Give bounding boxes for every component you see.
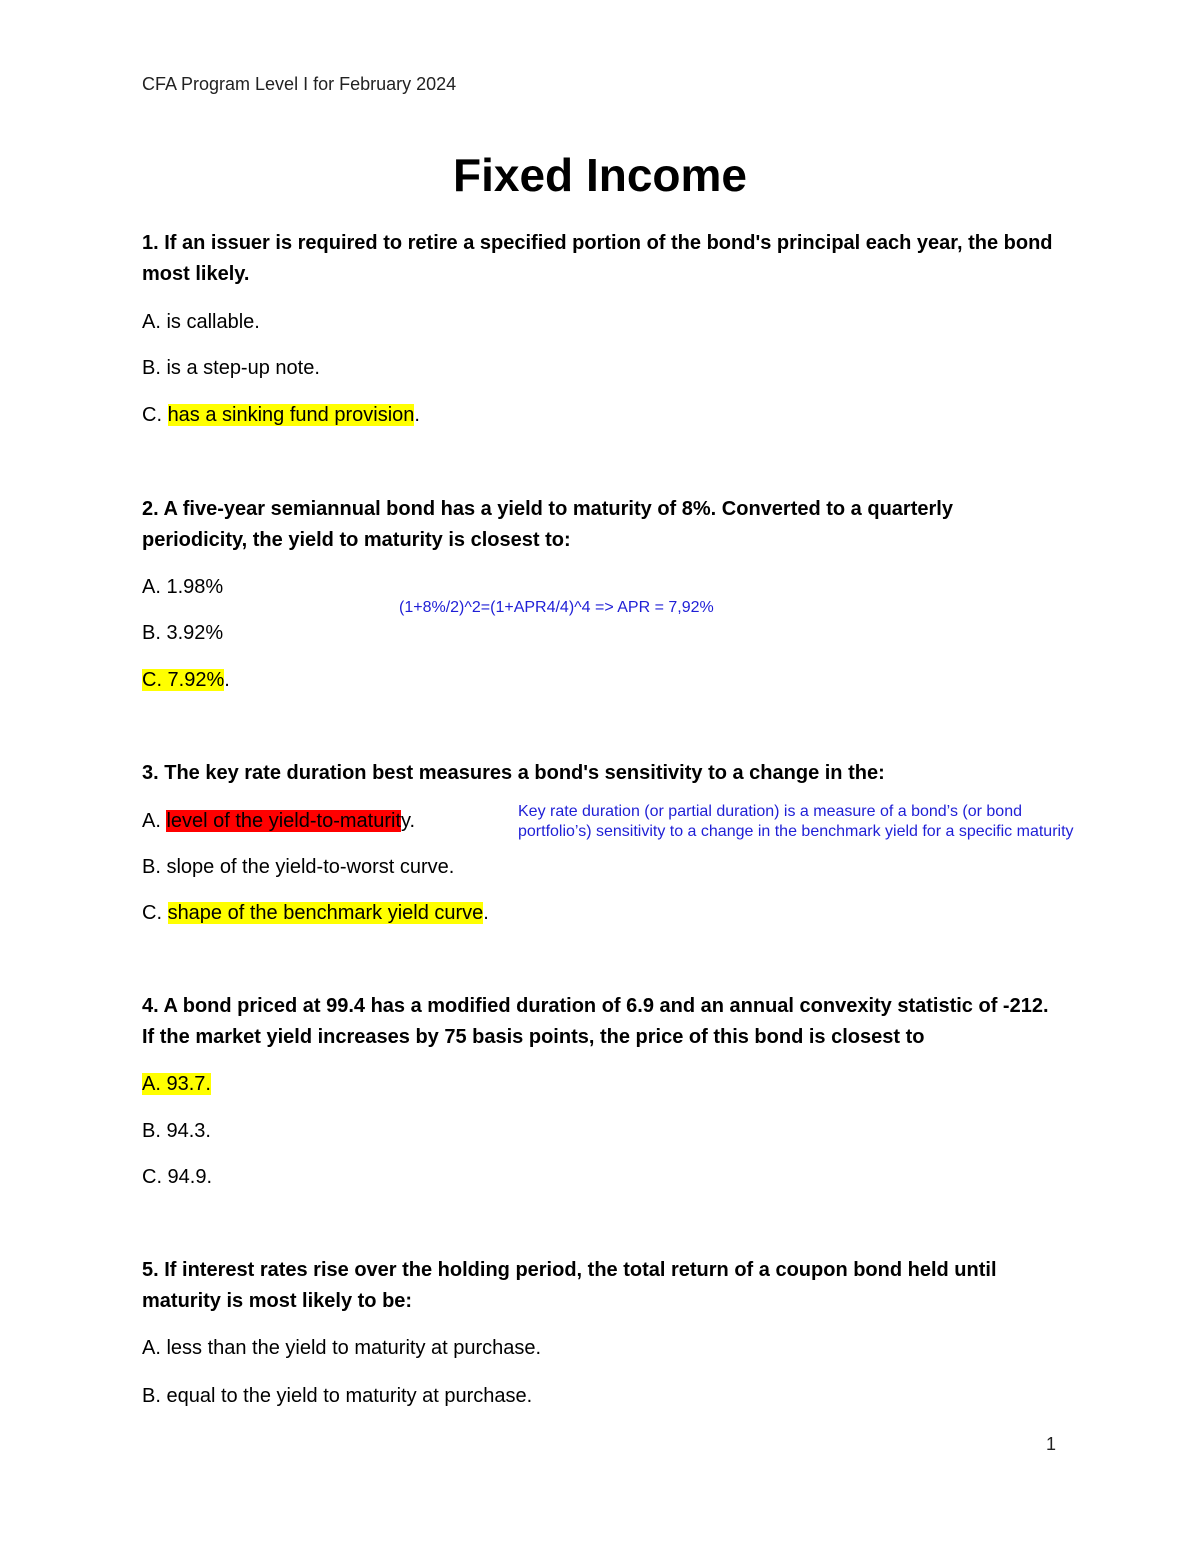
answer-highlight: A. 93.7. bbox=[142, 1073, 211, 1095]
question-1-prompt: 1. If an issuer is required to retire a specified portion of the bond's principal each year, the bond most likely. bbox=[142, 232, 1053, 285]
page-title: Fixed Income bbox=[453, 149, 747, 201]
question-4-prompt: 4. A bond priced at 99.4 has a modified duration of 6.9 and an annual convexity statistic of -212. If the market yield increases by 75 basis points, the price of this bond is closest to bbox=[142, 995, 1049, 1048]
question-4-option-b: B. 94.3. bbox=[142, 1120, 211, 1142]
question-5-option-a: A. less than the yield to maturity at purchase. bbox=[142, 1337, 542, 1359]
question-4-option-a bbox=[142, 1071, 211, 1097]
answer-highlight: has a sinking fund provision bbox=[167, 404, 415, 426]
option-c-prefix: C. bbox=[142, 902, 168, 924]
answer-highlight: shape of the benchmark yield curve bbox=[167, 902, 484, 924]
question-2-calc-note: (1+8%/2)^2=(1+APR4/4)^4 => APR = 7,92% bbox=[399, 599, 714, 616]
wrong-answer-highlight: level of the yield-to-maturit bbox=[166, 810, 401, 832]
option-a-suffix: y. bbox=[401, 810, 416, 832]
page-header: CFA Program Level I for February 2024 bbox=[142, 74, 457, 94]
question-2-option-c bbox=[142, 667, 230, 693]
option-a-prefix: A. bbox=[142, 810, 167, 832]
page-number: 1 bbox=[1046, 1434, 1057, 1454]
question-5-option-b: B. equal to the yield to maturity at purchase. bbox=[142, 1385, 533, 1407]
question-2-prompt: 2. A five-year semiannual bond has a yield to maturity of 8%. Converted to a quarterly periodicity, the yield to maturity is closest to: bbox=[142, 498, 953, 551]
answer-highlight: C. 7.92% bbox=[142, 669, 225, 691]
question-2-option-a: A. 1.98% bbox=[142, 576, 224, 598]
question-1-option-c bbox=[142, 402, 420, 428]
question-3-prompt: 3. The key rate duration best measures a bond's sensitivity to a change in the: bbox=[142, 762, 885, 784]
question-3-option-b: B. slope of the yield-to-worst curve. bbox=[142, 856, 455, 878]
question-3-option-a bbox=[142, 808, 415, 834]
option-c-suffix: . bbox=[414, 404, 420, 426]
question-3-option-c bbox=[142, 900, 489, 926]
question-4-option-c: C. 94.9. bbox=[142, 1166, 213, 1188]
option-c-suffix: . bbox=[224, 669, 230, 691]
question-1-option-a: A. is callable. bbox=[142, 311, 260, 333]
question-1-option-b: B. is a step-up note. bbox=[142, 357, 320, 379]
question-3-explanation-note: Key rate duration (or partial duration) is a measure of a bond’s (or bond portfolio’s) sensitivity to a change in the benchmark yield for a specific maturity bbox=[518, 803, 1074, 840]
option-c-prefix: C. bbox=[142, 404, 168, 426]
option-c-suffix: . bbox=[483, 902, 489, 924]
question-5-prompt: 5. If interest rates rise over the holding period, the total return of a coupon bond held until maturity is most likely to be: bbox=[142, 1259, 997, 1312]
question-2-option-b: B. 3.92% bbox=[142, 622, 224, 644]
